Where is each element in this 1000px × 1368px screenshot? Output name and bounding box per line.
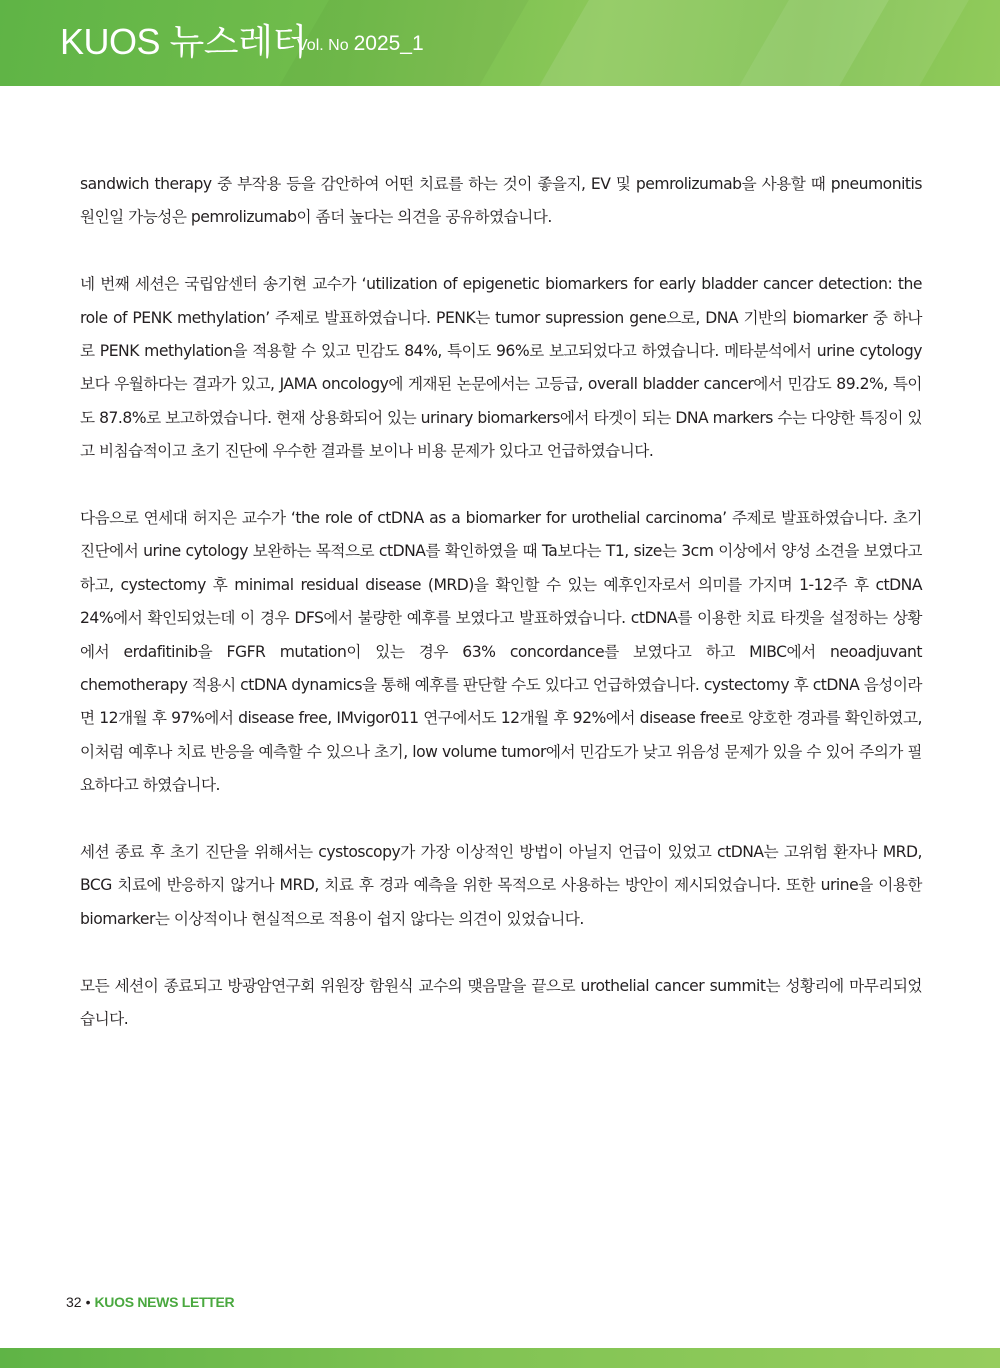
volume-info — [297, 32, 424, 56]
volume-number: 2025_1 — [353, 32, 424, 55]
bottom-bar — [0, 1348, 1000, 1368]
header-banner — [0, 0, 1000, 86]
newsletter-title: KUOS 뉴스레터 — [60, 21, 307, 62]
paragraph: 다음으로 연세대 허지은 교수가 ‘the role of ctDNA as a biomarker for urothelial carcinoma’ 주제로 발표하였습니다. 초기 진단에서 urine cytology 보완하는 목적으로 ctDNA를 확인하였을 때 Ta보다는 T1, size는 3cm 이상에서 양성 소견을 보였다고 하고, cystectomy 후 minimal residual disease (MRD)을 확인할 수 있는 예후인자로서 의미를 가지며 1-12주 후 ctDNA 24%에서 확인되었는데 이 경우 DFS에서 불량한 예후를 보였다고 발표하였습니다. ctDNA를 이용한 치료 타겟을 설정하는 상황에서 erdafitinib을 FGFR mutation이 있는 경우 63% concordance를 보였다고 하고 MIBC에서 neoadjuvant chemotherapy 적용시 ctDNA dynamics을 통해 예후를 판단할 수도 있다고 언급하였습니다. cystectomy 후 ctDNA 음성이라면 12개월 후 97%에서 disease free, IMvigor011 연구에서도 12개월 후 92%에서 disease free로 양호한 경과를 확인하였고, 이처럼 예후나 치료 반응을 예측할 수 있으나 초기, low volume tumor에서 민감도가 낮고 위음성 문제가 있을 수 있어 주의가 필요하다고 하였습니다. — [80, 509, 922, 795]
page-number: 32 — [66, 1294, 82, 1310]
paragraph: 모든 세션이 종료되고 방광암연구회 위원장 함원식 교수의 맺음말을 끝으로 urothelial cancer summit는 성황리에 마무리되었습니다. — [80, 976, 922, 1029]
paragraph: sandwich therapy 중 부작용 등을 감안하여 어떤 치료를 하는 것이 좋을지, EV 및 pemrolizumab을 사용할 때 pneumonitis 원인일 가능성은 pemrolizumab이 좀더 높다는 의견을 공유하였습니다. — [80, 175, 922, 227]
article-body — [80, 168, 922, 1070]
page-footer — [66, 1294, 234, 1310]
volume-label: Vol. No — [297, 37, 349, 54]
paragraph: 네 번째 세션은 국립암센터 송기현 교수가 ‘utilization of epigenetic biomarkers for early bladder cancer detection: the role of PENK methylation’ 주제로 발표하였습니다. PENK는 tumor supression gene으로, DNA 기반의 biomarker 중 하나로 PENK methylation을 적용할 수 있고 민감도 84%, 특이도 96%로 보고되었다고 하였습니다. 메타분석에서 urine cytology 보다 우월하다는 결과가 있고, JAMA oncology에 게재된 논문에서는 고등급, overall bladder cancer에서 민감도 89.2%, 특이도 87.8%로 보고하였습니다. 현재 상용화되어 있는 urinary biomarkers에서 타겟이 되는 DNA markers 수는 다양한 특징이 있고 비침습적이고 초기 진단에 우수한 결과를 보이나 비용 문제가 있다고 언급하였습니다. — [80, 275, 922, 461]
footer-bullet: • — [85, 1294, 91, 1310]
footer-newsletter-name: KUOS NEWS LETTER — [94, 1294, 235, 1310]
paragraph: 세션 종료 후 초기 진단을 위해서는 cystoscopy가 가장 이상적인 방법이 아닐지 언급이 있었고 ctDNA는 고위험 환자나 MRD, BCG 치료에 반응하지 않거나 MRD, 치료 후 경과 예측을 위한 목적으로 사용하는 방안이 제시되었습니다. 또한 urine을 이용한 biomarker는 이상적이나 현실적으로 적용이 쉽지 않다는 의견이 있었습니다. — [80, 843, 922, 928]
